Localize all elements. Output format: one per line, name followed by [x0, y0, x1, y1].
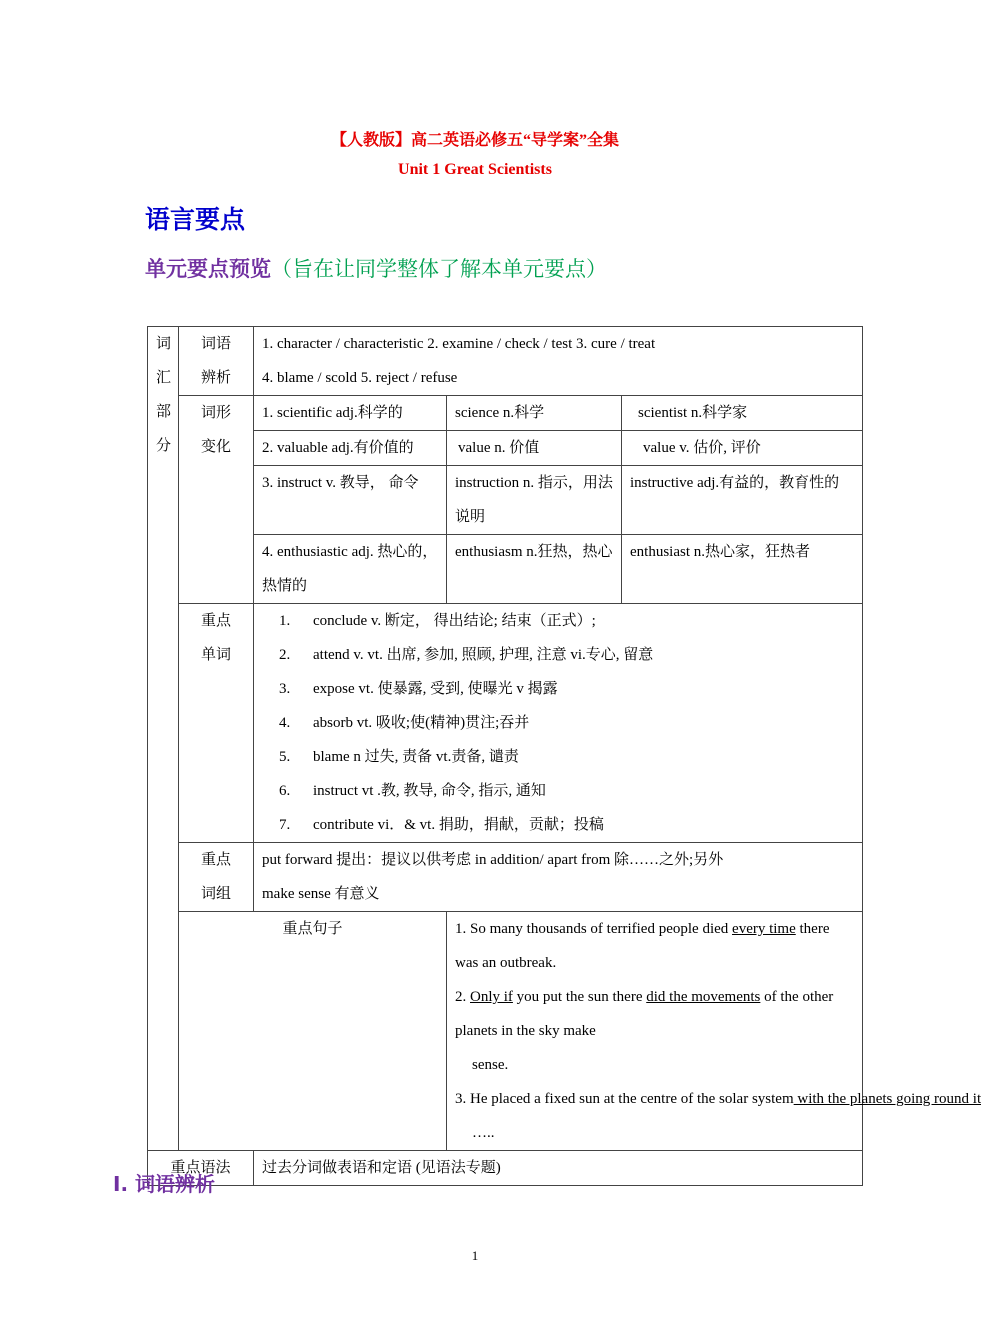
- list-item: 7. contribute vi．& vt. 捐助，捐献，贡献；投稿: [279, 817, 604, 833]
- key-grammar-content: 过去分词做表语和定语 (见语法专题): [254, 1151, 863, 1186]
- label-key-grammar: 重点语法: [148, 1151, 254, 1186]
- unit-title: Unit 1 Great Scientists: [398, 161, 552, 178]
- word-form-cell: 3. instruct v. 教导， 命令: [254, 466, 447, 535]
- word-form-cell: value n. 价值: [447, 431, 622, 466]
- key-words-list: [254, 604, 863, 843]
- row-key-phrases: [148, 843, 863, 912]
- page-number: 1: [471, 1248, 479, 1263]
- document-title: 【人教版】高二英语必修五“导学案”全集: [330, 132, 619, 149]
- section-heading-unit-preview: [145, 253, 607, 283]
- key-sentences-content: [447, 912, 981, 1151]
- word-form-cell: 2. valuable adj.有价值的: [254, 431, 447, 466]
- word-form-cell: enthusiasm n.狂热，热心: [447, 535, 622, 604]
- word-form-cell: value v. 估价, 评价: [622, 431, 863, 466]
- row-word-forms-1: [148, 396, 863, 431]
- label-word-forms: 词形 变化: [179, 396, 254, 604]
- list-item: 6. instruct vt .教, 教导, 命令, 指示, 通知: [279, 783, 546, 799]
- label-key-phrases: 重点 词组: [179, 843, 254, 912]
- vocab-section-label: 词 汇 部 分: [148, 327, 179, 1151]
- row-word-distinction: [148, 327, 863, 396]
- sentence-3-cont: …..: [472, 1125, 495, 1141]
- label-word-distinction: 词语 辨析: [179, 327, 254, 396]
- label-key-sentences: 重点句子: [179, 912, 447, 1151]
- word-form-cell: instruction n. 指示，用法说明: [447, 466, 622, 535]
- row-key-grammar: [148, 1151, 863, 1186]
- row-word-forms-4: [148, 535, 863, 604]
- word-distinction-content: 1. character / characteristic 2. examine / check / test 3. cure / treat 4. blame / scold 5. reject / refuse: [254, 327, 863, 396]
- row-word-forms-2: [148, 431, 863, 466]
- preview-title: 单元要点预览: [145, 257, 271, 281]
- unit-summary-table: [147, 326, 981, 1186]
- row-key-sentences: [148, 912, 863, 1151]
- word-form-cell: science n.科学: [447, 396, 622, 431]
- preview-note: （旨在让同学整体了解本单元要点）: [271, 257, 607, 281]
- sentence-2-cont: sense.: [472, 1057, 509, 1073]
- section-heading-word-distinction: Ⅰ. 词语辨析: [113, 1172, 216, 1196]
- sentence-1: 1. So many thousands of terrified people died every time there was an outbreak.: [455, 921, 830, 971]
- label-key-words: 重点 单词: [179, 604, 254, 843]
- section-heading-language-points: 语言要点: [145, 205, 246, 234]
- word-form-cell: enthusiast n.热心家，狂热者: [622, 535, 863, 604]
- sentence-2: 2. Only if you put the sun there did the movements of the other planets in the sky make: [455, 989, 834, 1039]
- list-item: 3. expose vt. 使暴露, 受到, 使曝光 v 揭露: [279, 681, 558, 697]
- word-form-cell: scientist n.科学家: [622, 396, 863, 431]
- key-phrases-content: put forward 提出：提议以供考虑 in addition/ apart from 除……之外;另外 make sense 有意义: [254, 843, 863, 912]
- list-item: 4. absorb vt. 吸收;使(精神)贯注;吞并: [279, 715, 530, 731]
- word-form-cell: instructive adj.有益的，教育性的: [622, 466, 863, 535]
- row-key-words: [148, 604, 863, 843]
- list-item: 2. attend v. vt. 出席, 参加, 照顾, 护理, 注意 vi.专心, 留意: [279, 647, 654, 663]
- sentence-3: 3. He placed a fixed sun at the centre of the solar system with the planets going round it: [455, 1091, 981, 1107]
- list-item: 5. blame n 过失, 责备 vt.责备, 谴责: [279, 749, 519, 765]
- word-form-cell: 4. enthusiastic adj. 热心的，热情的: [254, 535, 447, 604]
- word-form-cell: 1. scientific adj.科学的: [254, 396, 447, 431]
- row-word-forms-3: [148, 466, 863, 535]
- list-item: 1. conclude v. 断定， 得出结论; 结束（正式）;: [279, 613, 596, 629]
